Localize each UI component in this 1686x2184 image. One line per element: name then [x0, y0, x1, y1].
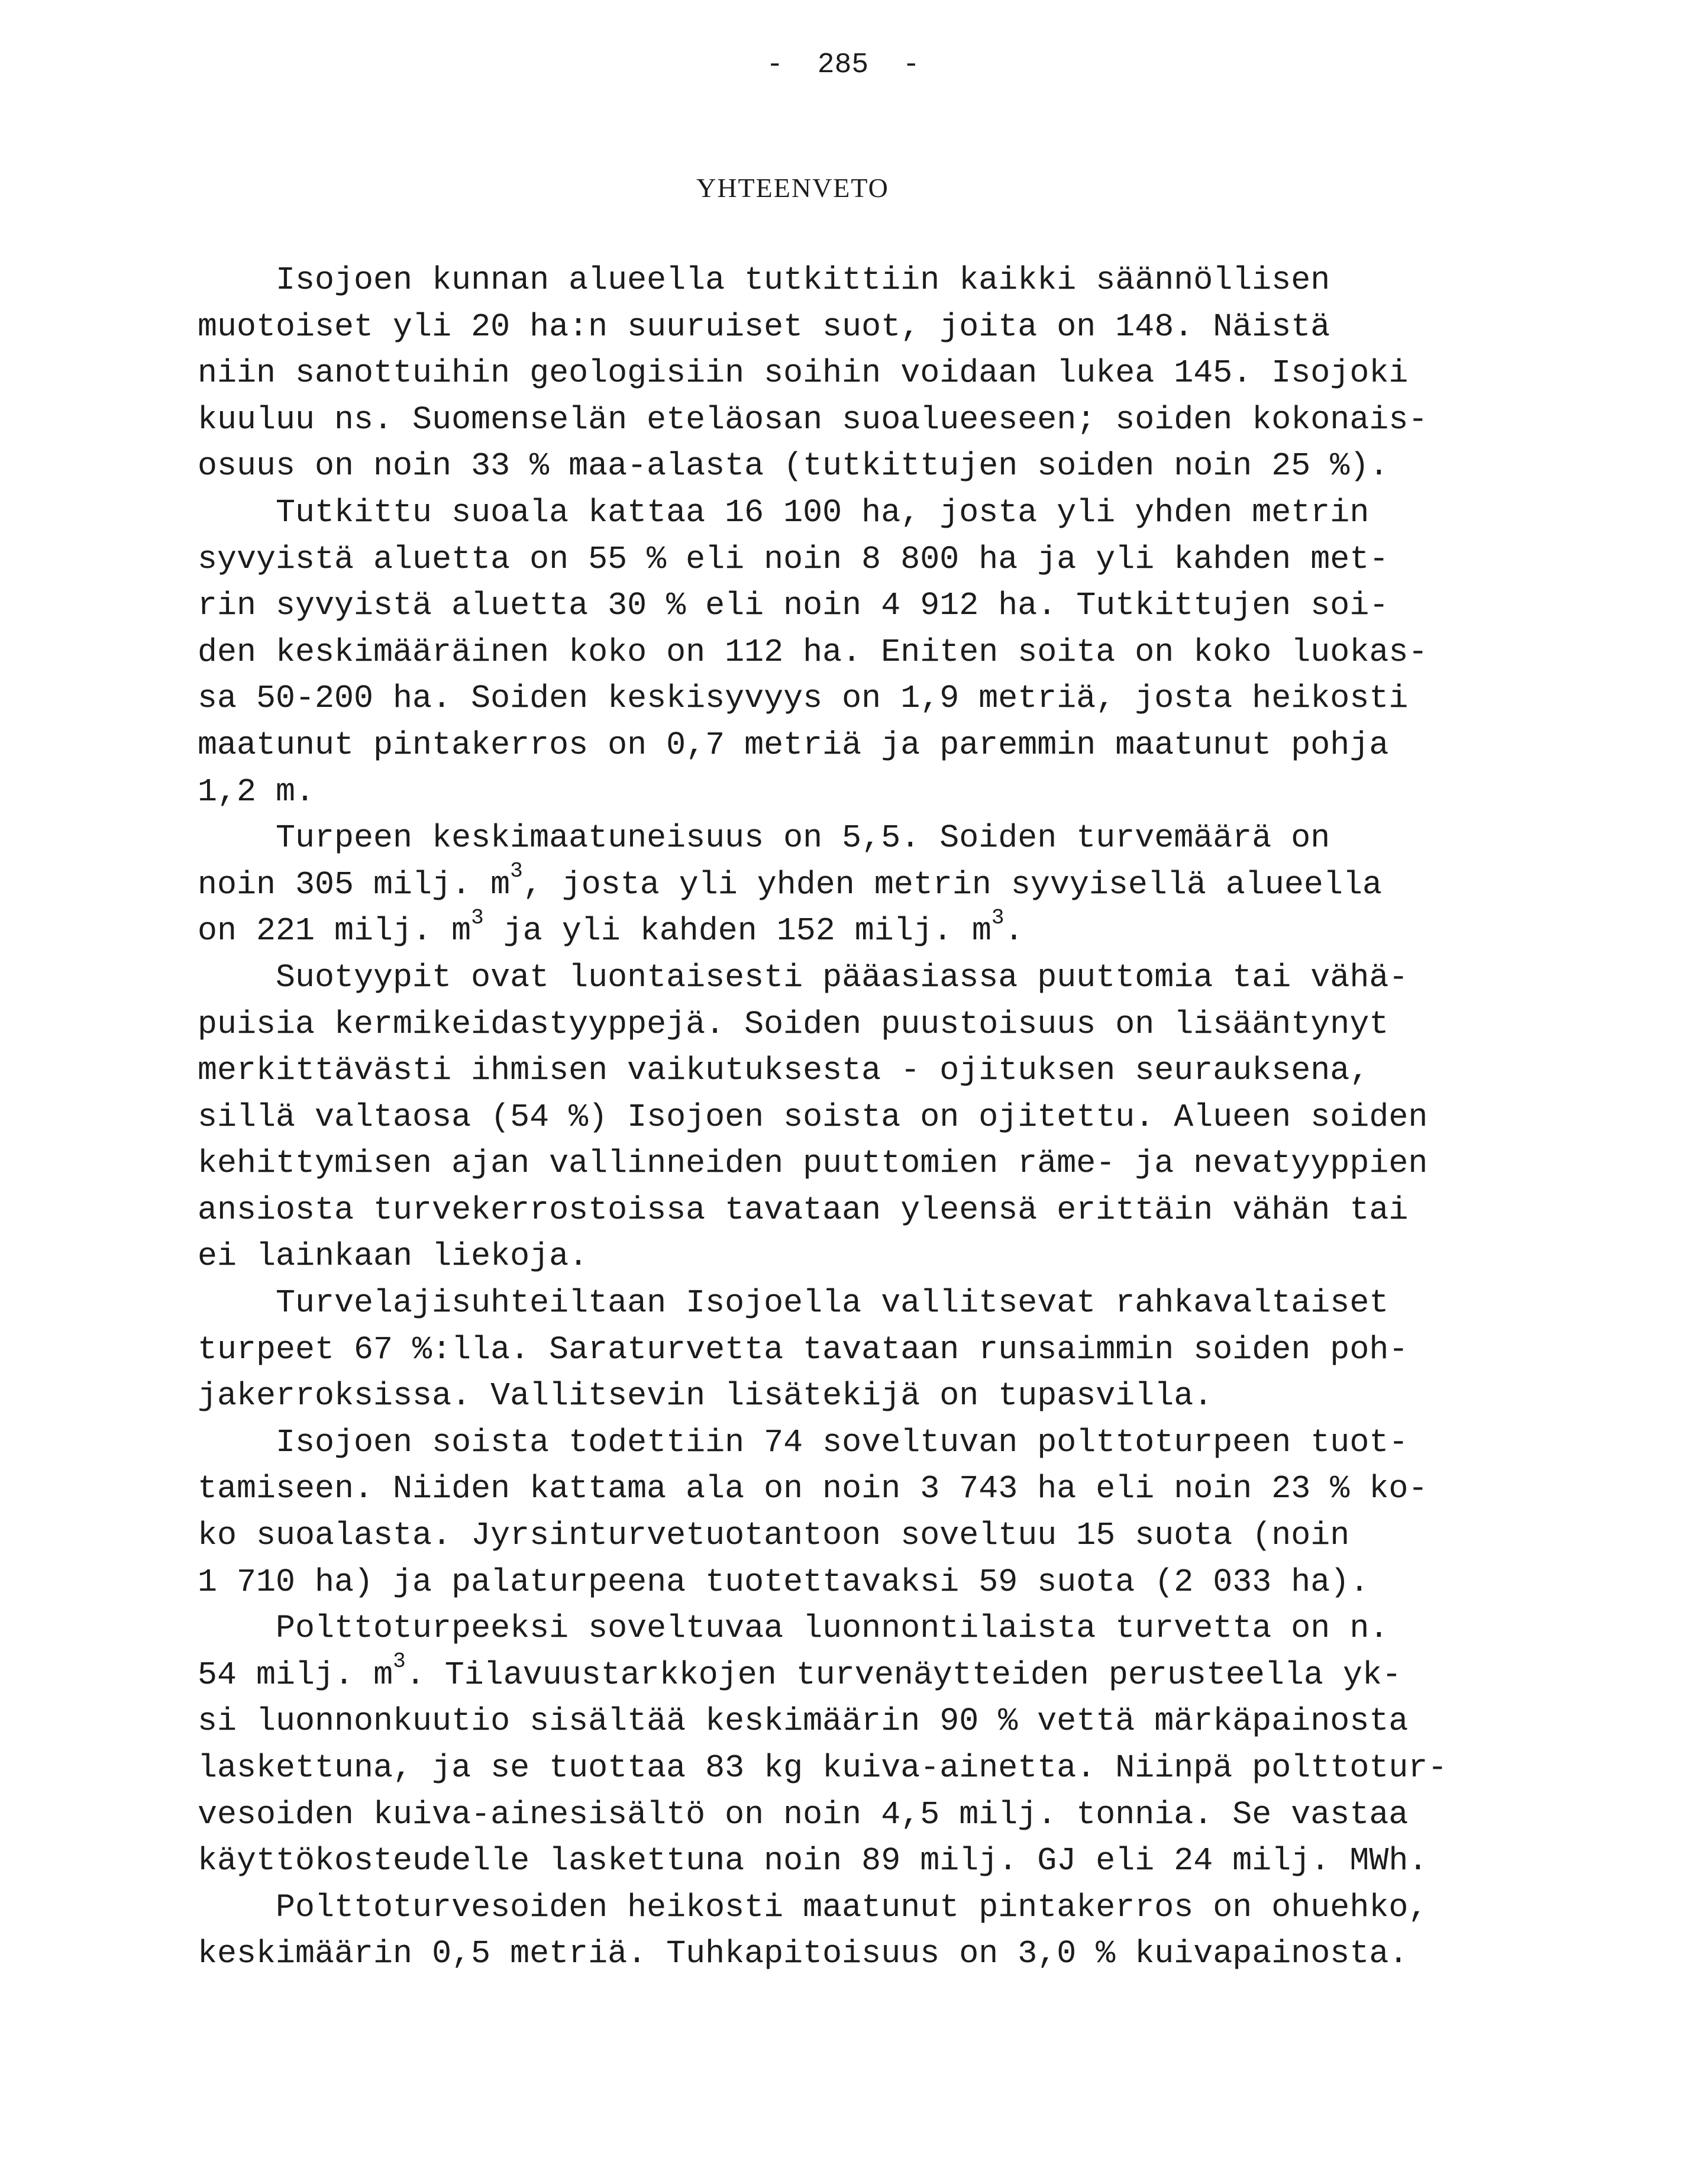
text-line: ansiosta turvekerrostoissa tavataan yleensä erittäin vähän tai [198, 1191, 1409, 1229]
text-line: Polttoturvesoiden heikosti maatunut pintakerros on ohuehko, [198, 1888, 1428, 1926]
text-line: den keskimääräinen koko on 112 ha. Eniten soita on koko luokas- [198, 633, 1428, 671]
text-line: 1,2 m. [198, 773, 315, 810]
paragraph-4 [198, 955, 1558, 1280]
paragraph-3 [198, 815, 1558, 955]
paragraph-2 [198, 490, 1558, 815]
text-line: si luonnonkuutio sisältää keskimäärin 90 % vettä märkäpainosta [198, 1702, 1409, 1740]
paragraph-6 [198, 1420, 1558, 1605]
text-line: ei lainkaan liekoja. [198, 1238, 589, 1275]
text-line: vesoiden kuiva-ainesisältö on noin 4,5 milj. tonnia. Se vastaa [198, 1795, 1409, 1833]
text-line: laskettuna, ja se tuottaa 83 kg kuiva-ainetta. Niinpä polttotur- [198, 1749, 1448, 1786]
paragraph-8 [198, 1885, 1558, 1978]
text-line: turpeet 67 %:lla. Saraturvetta tavataan runsaimmin soiden poh- [198, 1330, 1409, 1368]
cubic-exponent: 3 [510, 859, 523, 884]
text-line: 1 710 ha) ja palaturpeena tuotettavaksi 59 suota (2 033 ha). [198, 1563, 1370, 1601]
text-line: tamiseen. Niiden kattama ala on noin 3 743 ha eli noin 23 % ko- [198, 1470, 1428, 1508]
text-line: keskimäärin 0,5 metriä. Tuhkapitoisuus on 3,0 % kuivapainosta. [198, 1935, 1409, 1973]
cubic-exponent: 3 [393, 1649, 406, 1674]
text-line: Polttoturpeeksi soveltuvaa luonnontilaista turvetta on n. [198, 1610, 1389, 1647]
text-line: on 221 milj. $m^3$ ja yli kahden 152 milj. $m^3$. [198, 905, 1024, 950]
text-line: puisia kermikeidastyyppejä. Soiden puustoisuus on lisääntynyt [198, 1005, 1389, 1043]
text-line: Suotyypit ovat luontaisesti pääasiassa puuttomia tai vähä- [198, 958, 1409, 996]
summary-text [198, 257, 1558, 1978]
paragraph-1 [198, 257, 1558, 490]
text-line: jakerroksissa. Vallitsevin lisätekijä on tupasvilla. [198, 1377, 1213, 1415]
text-line: ko suoalasta. Jyrsinturvetuotantoon soveltuu 15 suota (noin [198, 1517, 1350, 1555]
page-title: YHTEENVETO [696, 173, 889, 203]
text-line: Turpeen keskimaatuneisuus on 5,5. Soiden turvemäärä on [198, 819, 1330, 857]
text-line: Tutkittu suoala kattaa 16 100 ha, josta yli yhden metrin [198, 493, 1370, 531]
text-line: sillä valtaosa (54 %) Isojoen soista on ojitettu. Alueen soiden [198, 1098, 1428, 1136]
text-line: käyttökosteudelle laskettuna noin 89 milj. GJ eli 24 milj. MWh. [198, 1842, 1428, 1880]
text-line: Isojoen kunnan alueella tutkittiin kaikki säännöllisen [198, 261, 1330, 299]
text-line: muotoiset yli 20 ha:n suuruiset suot, joita on 148. Näistä [198, 308, 1330, 345]
text-line: Isojoen soista todettiin 74 soveltuvan polttoturpeen tuot- [198, 1423, 1409, 1461]
cubic-exponent: 3 [471, 905, 484, 930]
paragraph-5 [198, 1280, 1558, 1420]
text-line: osuus on noin 33 % maa-alasta (tutkittujen soiden noin 25 %). [198, 447, 1389, 485]
page-number: - 285 - [766, 49, 920, 81]
text-line: rin syvyistä aluetta 30 % eli noin 4 912 ha. Tutkittujen soi- [198, 587, 1389, 625]
paragraph-7 [198, 1605, 1558, 1885]
text-line: syvyistä aluetta on 55 % eli noin 8 800 ha ja yli kahden met- [198, 540, 1389, 578]
text-line: kuuluu ns. Suomenselän eteläosan suoalueeseen; soiden kokonais- [198, 400, 1428, 438]
cubic-exponent: 3 [991, 905, 1005, 930]
text-line: noin 305 milj. $m^3$, josta yli yhden metrin syvyisellä alueella [198, 859, 1382, 903]
text-line: niin sanottuihin geologisiin soihin voidaan lukea 145. Isojoki [198, 354, 1409, 392]
text-line: 54 milj. $m^3$. Tilavuustarkkojen turvenäytteiden perusteella yk- [198, 1649, 1401, 1694]
text-line: merkittävästi ihmisen vaikutuksesta - ojituksen seurauksena, [198, 1052, 1370, 1090]
text-line: maatunut pintakerros on 0,7 metriä ja paremmin maatunut pohja [198, 726, 1389, 764]
text-line: sa 50-200 ha. Soiden keskisyvyys on 1,9 metriä, josta heikosti [198, 680, 1409, 718]
text-line: Turvelajisuhteiltaan Isojoella vallitsevat rahkavaltaiset [198, 1284, 1389, 1322]
text-line: kehittymisen ajan vallinneiden puuttomien räme- ja nevatyyppien [198, 1145, 1428, 1183]
